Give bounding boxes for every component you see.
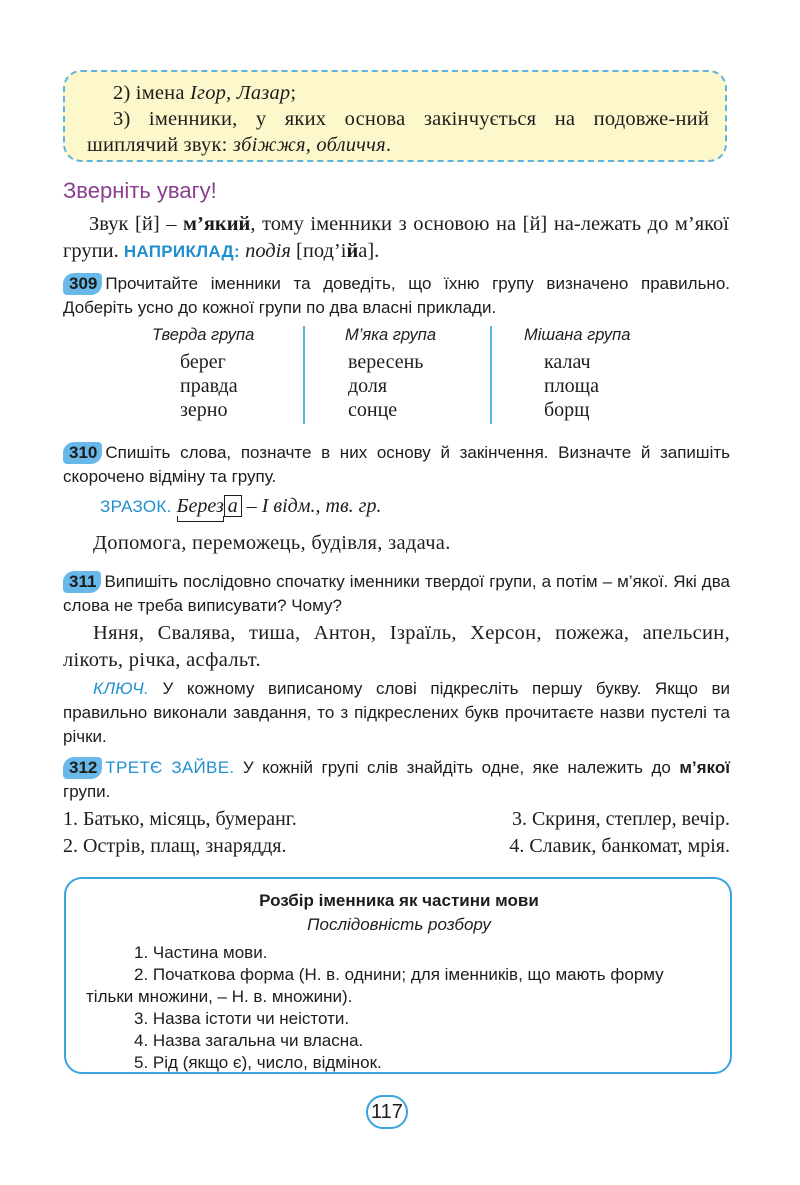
example-word: подія <box>245 240 291 262</box>
task-312-text: У кожній групі слів знайдіть одне, яке належить до <box>234 758 680 777</box>
parse-box <box>64 877 732 1074</box>
separator: , <box>226 82 237 104</box>
rule-item-3-text: 3) іменники, у яких основа закінчується на подовже-ний шиплячий звук: <box>87 108 709 156</box>
group-soft <box>345 326 436 422</box>
separator: , <box>305 134 317 156</box>
rule-item-2-text: 2) імена <box>113 82 190 104</box>
sample-line <box>100 493 381 520</box>
word-group-item: 1. Батько, місяць, бумеранг. <box>63 808 297 830</box>
groups-table <box>120 326 680 426</box>
task-number-badge: 311 <box>63 571 101 593</box>
word-list: Няня, Свалява, тиша, Антон, Ізраїль, Херсон, пожежа, апельсин, лікоть, річка, асфальт. <box>63 622 730 671</box>
group-heading: Тверда група <box>152 326 255 344</box>
task-311-key <box>63 677 730 749</box>
sample-rest: – І відм., тв. гр. <box>241 495 382 517</box>
task-312-label: ТРЕТЄ ЗАЙВЕ. <box>105 758 235 777</box>
group-word: зерно <box>180 399 228 421</box>
group-word: берег <box>180 351 226 373</box>
group-hard <box>152 326 254 422</box>
sample-ending: а <box>224 495 242 517</box>
word-group-item: 2. Острів, плащ, знаряддя. <box>63 835 287 857</box>
parse-step: 4. Назва загальна чи власна. <box>134 1031 364 1050</box>
example-word-zbizhzhia: збіжжя <box>232 134 306 156</box>
attention-text-mid: , тому іменники з основою на [й] на-лежать до м’якої групи. <box>63 213 729 262</box>
task-309 <box>63 272 730 320</box>
word-group-item: 4. Славик, банкомат, мрія. <box>509 835 730 857</box>
parse-steps <box>86 942 712 1074</box>
group-heading: Мішана група <box>524 326 631 344</box>
task-number-badge: 312 <box>63 757 102 779</box>
attention-text <box>63 211 729 265</box>
group-word: правда <box>180 375 238 397</box>
key-label: КЛЮЧ. <box>93 679 149 698</box>
group-word: доля <box>348 375 388 397</box>
group-word: площа <box>544 375 599 397</box>
punctuation: . <box>385 134 392 156</box>
task-312-bold: м’якої <box>679 758 730 777</box>
example-name-lazar: Лазар <box>236 82 291 104</box>
sample-label: ЗРАЗОК. <box>100 497 172 516</box>
rule-line-2 <box>87 80 709 106</box>
group-heading: М’яка група <box>345 326 437 344</box>
example-name-igor: Ігор <box>189 82 227 104</box>
transcription-end: а]. <box>358 240 380 262</box>
task-310-text: Спишіть слова, позначте в них основу й закінчення. Визначте й запишіть скорочено відміну та групу. <box>63 443 730 486</box>
task-312 <box>63 756 730 804</box>
task-number-badge: 310 <box>63 442 102 464</box>
example-label: НАПРИКЛАД: <box>123 242 240 261</box>
soft-word: м’який <box>183 213 251 235</box>
task-312-text-end: групи. <box>63 782 111 801</box>
task-311 <box>63 570 730 618</box>
example-word-oblychchia: обличчя <box>316 134 386 156</box>
column-divider <box>490 326 492 424</box>
task-309-text: Прочитайте іменники та доведіть, що їхню групу визначено правильно. Доберіть усно до кожної групи по два власні приклади. <box>63 274 730 317</box>
word-group-item: 3. Скриня, степлер, вечір. <box>511 808 730 830</box>
group-word: сонце <box>348 399 398 421</box>
task-311-words <box>63 620 730 674</box>
task-311-text: Випишіть послідовно спочатку іменники твердої групи, а потім – м’якої. Які два слова не треба виписувати? Чому? <box>63 572 730 615</box>
task-310-words <box>63 530 730 557</box>
parse-step: 1. Частина мови. <box>134 943 268 962</box>
task-number-badge: 309 <box>63 273 102 295</box>
attention-text-start: Звук [й] – <box>89 213 184 235</box>
task-312-groups <box>63 806 730 860</box>
parse-step: 5. Рід (якщо є), число, відмінок. <box>134 1053 382 1072</box>
parse-step: 3. Назва істоти чи неістоти. <box>134 1009 350 1028</box>
rule-line-3 <box>87 106 709 158</box>
rule-box <box>63 70 727 162</box>
parse-box-subtitle: Послідовність розбору <box>307 915 491 934</box>
transcription-bold: й <box>346 240 359 262</box>
group-word: вересень <box>348 351 424 373</box>
transcription-start: [под’і <box>290 240 347 262</box>
word-list: Допомога, переможець, будівля, задача. <box>93 532 451 554</box>
attention-title: Зверніть увагу! <box>63 178 217 203</box>
key-text: У кожному виписаному слові підкресліть першу букву. Якщо ви правильно виконали завдання, то з підкреслених букв прочитаєте назви пустелі та річки. <box>63 679 730 746</box>
group-mixed <box>524 326 630 422</box>
parse-box-title: Розбір іменника як частини мови <box>259 891 539 910</box>
sample-stem: Берез <box>176 495 224 517</box>
task-310 <box>63 441 730 489</box>
punctuation: ; <box>290 82 297 104</box>
column-divider <box>303 326 305 424</box>
group-word: калач <box>544 351 591 373</box>
page-number: 117 <box>366 1095 408 1129</box>
parse-step: 2. Початкова форма (Н. в. однини; для іменників, що мають форму тільки множини, – Н. в. множини). <box>86 965 664 1006</box>
group-word: борщ <box>544 399 590 421</box>
